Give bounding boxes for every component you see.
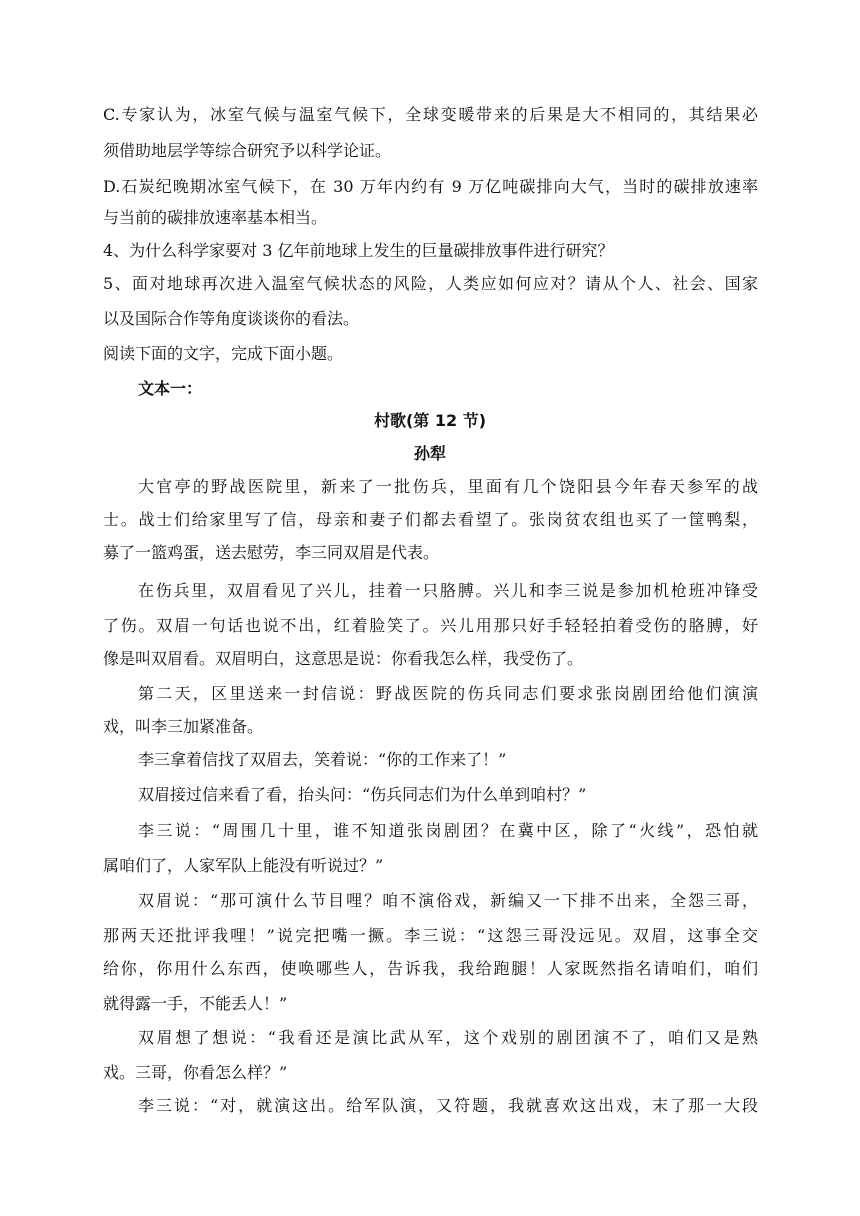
- story-line: 像是叫双眉看。双眉明白，这意思是说：你看我怎么样，我受伤了。: [103, 649, 584, 668]
- story-line: 给你，你用什么东西，使唤哪些人，告诉我，我给跑腿！人家既然指名请咱们，咱们: [103, 959, 758, 978]
- story-line: 属咱们了，人家军队上能没有听说过？”: [103, 856, 384, 875]
- story-line: 那两天还批评我哩！”说完把嘴一撅。李三说：“这怨三哥没远见。双眉，这事全交: [103, 926, 758, 945]
- question-4: 4、为什么科学家要对 3 亿年前地球上发生的巨量碳排放事件进行研究？: [103, 241, 614, 260]
- story-line: 双眉说：“那可演什么节目哩？咱不演俗戏，新编又一下排不出来，全怨三哥，: [138, 891, 758, 910]
- option-c-line-2: 须借助地层学等综合研究予以科学论证。: [103, 141, 392, 160]
- story-line: 李三说：“周围几十里，谁不知道张岗剧团？在冀中区，除了“火线”，恐怕就: [138, 821, 758, 840]
- story-line: 了伤。双眉一句话也说不出，红着脸笑了。兴儿用那只好手轻轻拍着受伤的胳膊，好: [103, 616, 758, 635]
- story-line: 士。战士们给家里写了信，母亲和妻子们都去看望了。张岗贫农组也买了一筐鸭梨，: [103, 510, 758, 529]
- story-line: 募了一篮鸡蛋，送去慰劳，李三同双眉是代表。: [103, 543, 440, 562]
- text-one-label: 文本一：: [138, 379, 203, 398]
- story-line: 戏。三哥，你看怎么样？”: [103, 1063, 288, 1082]
- story-line: 李三说：“对，就演这出。给军队演，又符题，我就喜欢这出戏，末了那一大段: [138, 1096, 758, 1115]
- story-author: 孙犁: [413, 444, 446, 463]
- option-d-line-2: 与当前的碳排放速率基本相当。: [103, 208, 328, 227]
- story-line: 双眉接过信来看了看，抬头问：“伤兵同志们为什么单到咱村？”: [138, 785, 587, 804]
- story-line: 李三拿着信找了双眉去，笑着说：“你的工作来了！”: [138, 750, 507, 769]
- story-line: 双眉想了想说：“我看还是演比武从军，这个戏别的剧团演不了，咱们又是熟: [138, 1028, 758, 1047]
- story-line: 大官亭的野战医院里，新来了一批伤兵，里面有几个饶阳县今年春天参军的战: [138, 477, 758, 496]
- story-line: 在伤兵里，双眉看见了兴儿，挂着一只胳膊。兴儿和李三说是参加机枪班冲锋受: [138, 581, 758, 600]
- question-5-line-2: 以及国际合作等角度谈谈你的看法。: [103, 309, 360, 328]
- story-line: 就得露一手，不能丢人！”: [103, 994, 288, 1013]
- option-d-line-1: D.石炭纪晚期冰室气候下，在 30 万年内约有 9 万亿吨碳排向大气，当时的碳排放速率: [103, 177, 758, 196]
- option-c-line-1: C.专家认为，冰室气候与温室气候下，全球变暖带来的后果是大不相同的，其结果必: [103, 105, 758, 124]
- reading-instruction: 阅读下面的文字，完成下面小题。: [103, 344, 344, 363]
- story-line: 第二天，区里送来一封信说：野战医院的伤兵同志们要求张岗剧团给他们演演: [138, 684, 758, 703]
- story-line: 戏，叫李三加紧准备。: [103, 717, 264, 736]
- question-5-line-1: 5、面对地球再次进入温室气候状态的风险，人类应如何应对？请从个人、社会、国家: [103, 274, 758, 293]
- story-title: 村歌(第 12 节): [373, 411, 487, 430]
